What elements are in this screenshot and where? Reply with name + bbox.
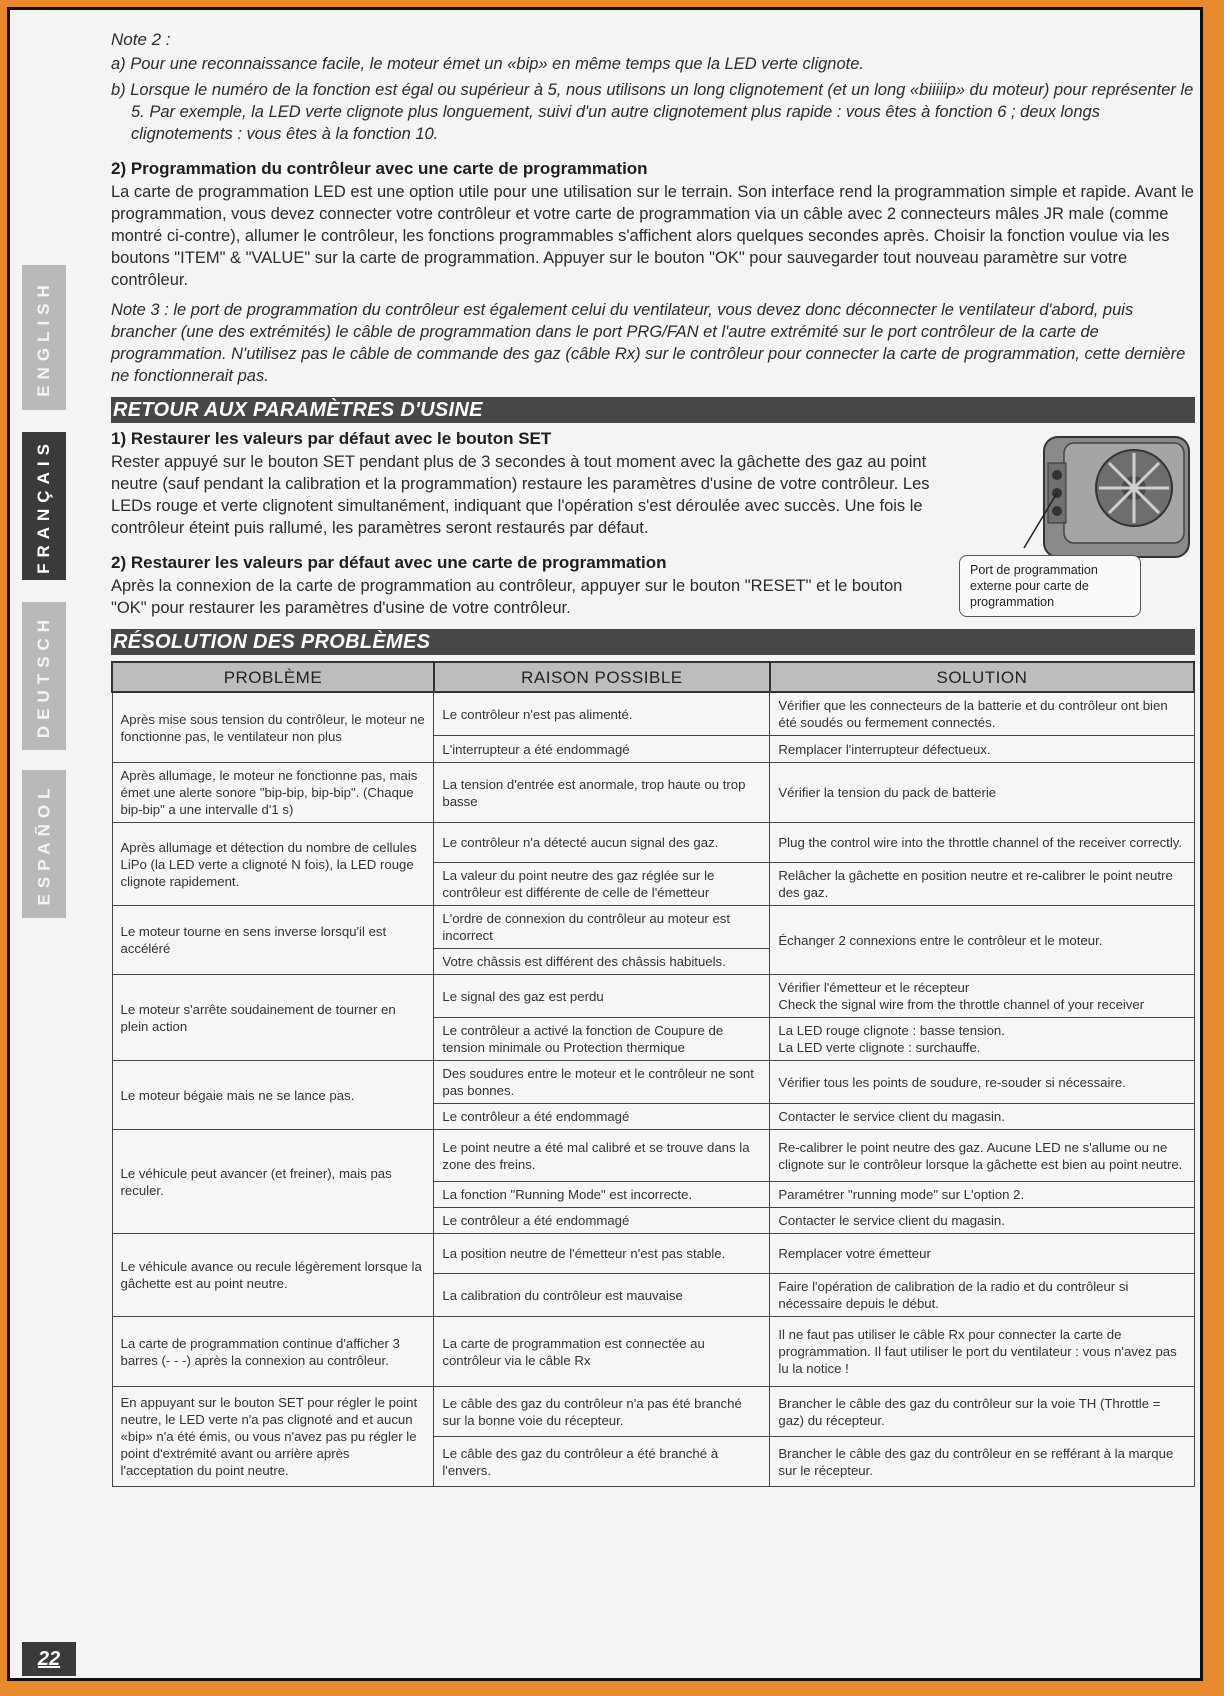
table-row — [112, 1234, 1194, 1274]
table-row — [112, 1317, 1194, 1387]
esc-controller-image — [959, 433, 1195, 633]
page-number: 22 — [22, 1642, 76, 1676]
solution-cell: Contacter le service client du magasin. — [770, 1208, 1194, 1234]
reason-cell: Le contrôleur a été endommagé — [434, 1104, 770, 1130]
header-problem: PROBLÈME — [112, 662, 434, 692]
reason-cell: Le contrôleur n'a détecté aucun signal des gaz. — [434, 823, 770, 863]
problem-cell: Le moteur bégaie mais ne se lance pas. — [112, 1061, 434, 1130]
reason-cell: Le contrôleur n'est pas alimenté. — [434, 692, 770, 736]
table-row — [112, 1387, 1194, 1437]
reason-cell: La position neutre de l'émetteur n'est pas stable. — [434, 1234, 770, 1274]
note3 — [111, 299, 1195, 387]
table-row — [112, 975, 1194, 1018]
reason-cell: La carte de programmation est connectée au contrôleur via le câble Rx — [434, 1317, 770, 1387]
solution-cell: Relâcher la gâchette en position neutre et re-calibrer le point neutre des gaz. — [770, 863, 1194, 906]
reset-body-1: Rester appuyé sur le bouton SET pendant plus de 3 secondes à tout moment avec la gâchette des gaz au point neutre (sauf pendant la calibration et la programmation) restaure les paramètres d'usine de votre contrôleur. Les LEDs rouge et verte clignotent simultanément, indiquant que l'opération s'est déroulée avec succès. Une fois le contrôleur éteint puis rallumé, les paramètres seront restaurés par défaut. — [111, 453, 930, 537]
note2-item-b: b) Lorsque le numéro de la fonction est égal ou supérieur à 5, nous utilisons un long clignotement (et un long «biiiiip» du moteur) pour représenter le 5. Par exemple, la LED verte clignote plus longuement, suivi d'un autre clignotement plus rapide : vous êtes à fonction 6 ; deux longs clignotements : vous êtes à la fonction 10. — [111, 81, 1194, 143]
programming-body: La carte de programmation LED est une option utile pour une utilisation sur le terrain. Son interface rend la programmation simple et rapide. Avant le programmation, vous devez connecter votre contrôleur et votre carte de programmation via un câble avec 2 connecteurs mâles JR male (comme montré ci-contre), allumer le contrôleur, les fonctions programmables s'affichent alors quelques secondes après. Choisir la fonction voulue via les boutons "ITEM" & "VALUE" sur la carte de programmation. Appuyer sur le bouton "OK" pour sauvegarder tout nouveau paramètre sur votre contrôleur. — [111, 183, 1194, 289]
reset-heading-2: 2) Restaurer les valeurs par défaut avec une carte de programmation — [111, 553, 667, 572]
solution-cell: Re-calibrer le point neutre des gaz. Aucune LED ne s'allume ou ne clignote sur le contrôleur lorsque la gâchette est bien au point neutre. — [770, 1130, 1194, 1182]
solution-cell: La LED rouge clignote : basse tension. La LED verte clignote : surchauffe. — [770, 1018, 1194, 1061]
solution-cell: Vérifier tous les points de soudure, re-souder si nécessaire. — [770, 1061, 1194, 1104]
problem-cell: Le véhicule avance ou recule légèrement lorsque la gâchette est au point neutre. — [112, 1234, 434, 1317]
problem-cell: Après allumage et détection du nombre de cellules LiPo (la LED verte a clignoté N fois), la LED rouge clignote rapidement. — [112, 823, 434, 906]
reason-cell: La fonction "Running Mode" est incorrecte. — [434, 1182, 770, 1208]
problem-cell: La carte de programmation continue d'afficher 3 barres (- - -) après la connexion au contrôleur. — [112, 1317, 434, 1387]
tab-espanol[interactable] — [22, 770, 66, 918]
table-row — [112, 692, 1194, 736]
table-row — [112, 763, 1194, 823]
problem-cell: Après mise sous tension du contrôleur, le moteur ne fonctionne pas, le ventilateur non plus — [112, 692, 434, 763]
reason-cell: La tension d'entrée est anormale, trop haute ou trop basse — [434, 763, 770, 823]
reason-cell: Le câble des gaz du contrôleur a été branché à l'envers. — [434, 1437, 770, 1487]
reason-cell: Le point neutre a été mal calibré et se trouve dans la zone des freins. — [434, 1130, 770, 1182]
reason-cell: L'ordre de connexion du contrôleur au moteur est incorrect — [434, 906, 770, 949]
solution-cell: Il ne faut pas utiliser le câble Rx pour connecter la carte de programmation. Il faut utiliser le port du ventilateur : vous n'avez pas lu la notice ! — [770, 1317, 1194, 1387]
programming-heading: 2) Programmation du contrôleur avec une carte de programmation — [111, 159, 648, 178]
tab-deutsch-label: DEUTSCH — [34, 613, 54, 739]
solution-cell: Brancher le câble des gaz du contrôleur sur la voie TH (Throttle = gaz) du récepteur. — [770, 1387, 1194, 1437]
problem-cell: Le moteur tourne en sens inverse lorsqu'il est accéléré — [112, 906, 434, 975]
reason-cell: Le contrôleur a été endommagé — [434, 1208, 770, 1234]
page-content — [111, 30, 1195, 1487]
reset-section — [111, 429, 1195, 619]
note2-item-a: a) Pour une reconnaissance facile, le moteur émet un «bip» en même temps que la LED verte clignote. — [111, 55, 864, 73]
header-reason: RAISON POSSIBLE — [434, 662, 770, 692]
problem-cell: En appuyant sur le bouton SET pour régler le point neutre, le LED verte n'a pas clignoté and et aucun «bip» n'a été émis, ou vous n'avez pas pu régler le point d'extrémité avant ou arrière après l'acceptation du point neutre. — [112, 1387, 434, 1487]
solution-cell: Brancher le câble des gaz du contrôleur en se refférant à la marque sur le récepteur. — [770, 1437, 1194, 1487]
table-row — [112, 906, 1194, 949]
solution-cell: Vérifier l'émetteur et le récepteur Check the signal wire from the throttle channel of your receiver — [770, 975, 1194, 1018]
reason-cell: Votre châssis est différent des châssis habituels. — [434, 949, 770, 975]
esc-drawing — [1014, 433, 1194, 563]
tab-deutsch[interactable] — [22, 602, 66, 750]
reset-section-title: RETOUR AUX PARAMÈTRES D'USINE — [111, 397, 1195, 423]
solution-cell: Faire l'opération de calibration de la radio et du contrôleur si nécessaire depuis le début. — [770, 1274, 1194, 1317]
tab-english[interactable] — [22, 265, 66, 410]
table-row — [112, 1130, 1194, 1182]
problem-cell: Après allumage, le moteur ne fonctionne pas, mais émet une alerte sonore "bip-bip, bip-bip". (Chaque bip-bip" a une intervalle d'1 s) — [112, 763, 434, 823]
solution-cell: Paramétrer "running mode" sur L'option 2. — [770, 1182, 1194, 1208]
reset-body-2: Après la connexion de la carte de programmation au contrôleur, appuyer sur le bouton "RESET" et le bouton "OK" pour restaurer les paramètres d'usine de votre contrôleur. — [111, 577, 903, 617]
solution-cell: Échanger 2 connexions entre le contrôleur et le moteur. — [770, 906, 1194, 975]
troubleshooting-title: RÉSOLUTION DES PROBLÈMES — [111, 629, 1195, 655]
solution-cell: Remplacer l'interrupteur défectueux. — [770, 736, 1194, 763]
reset-heading-1: 1) Restaurer les valeurs par défaut avec le bouton SET — [111, 429, 552, 448]
table-body — [112, 692, 1194, 1487]
tab-espanol-label: ESPAÑOL — [34, 782, 54, 906]
reason-cell: Le contrôleur a activé la fonction de Coupure de tension minimale ou Protection thermique — [434, 1018, 770, 1061]
problem-cell: Le véhicule peut avancer (et freiner), mais pas reculer. — [112, 1130, 434, 1234]
note2-title: Note 2 : — [111, 30, 171, 49]
header-solution: SOLUTION — [770, 662, 1194, 692]
reason-cell: Le signal des gaz est perdu — [434, 975, 770, 1018]
reason-cell: L'interrupteur a été endommagé — [434, 736, 770, 763]
table-header-row — [112, 662, 1194, 692]
tab-francais-label: FRANÇAIS — [34, 438, 53, 574]
note3-label: Note 3 : — [111, 301, 169, 319]
reason-cell: Des soudures entre le moteur et le contrôleur ne sont pas bonnes. — [434, 1061, 770, 1104]
solution-cell: Vérifier la tension du pack de batterie — [770, 763, 1194, 823]
reason-cell: La calibration du contrôleur est mauvaise — [434, 1274, 770, 1317]
reason-cell: La valeur du point neutre des gaz réglée sur le contrôleur est différente de celle de l'émetteur — [434, 863, 770, 906]
table-row — [112, 823, 1194, 863]
note3-text: le port de programmation du contrôleur est également celui du ventilateur, vous devez donc déconnecter le ventilateur d'abord, puis brancher (une des extrémités) le câble de programmation dans le port PRG/FAN et l'autre extrémité sur le port contrôleur de la carte de programmation. N'utilisez pas le câble de commande des gaz (câble Rx) sur le contrôleur pour connecter la carte de programmation, cette dernière ne fonctionnerait pas. — [111, 301, 1186, 385]
manual-page — [7, 7, 1203, 1681]
solution-cell: Plug the control wire into the throttle channel of the receiver correctly. — [770, 823, 1194, 863]
troubleshooting-table — [111, 661, 1195, 1487]
tab-english-label: ENGLISH — [34, 278, 53, 397]
solution-cell: Contacter le service client du magasin. — [770, 1104, 1194, 1130]
reason-cell: Le câble des gaz du contrôleur n'a pas été branché sur la bonne voie du récepteur. — [434, 1387, 770, 1437]
table-row — [112, 1061, 1194, 1104]
solution-cell: Vérifier que les connecteurs de la batterie et du contrôleur ont bien été soudés ou fermement connectés. — [770, 692, 1194, 736]
problem-cell: Le moteur s'arrête soudainement de tourner en plein action — [112, 975, 434, 1061]
solution-cell: Remplacer votre émetteur — [770, 1234, 1194, 1274]
programming-port-callout: Port de programmation externe pour carte de programmation — [959, 555, 1141, 617]
tab-francais[interactable] — [22, 432, 66, 580]
